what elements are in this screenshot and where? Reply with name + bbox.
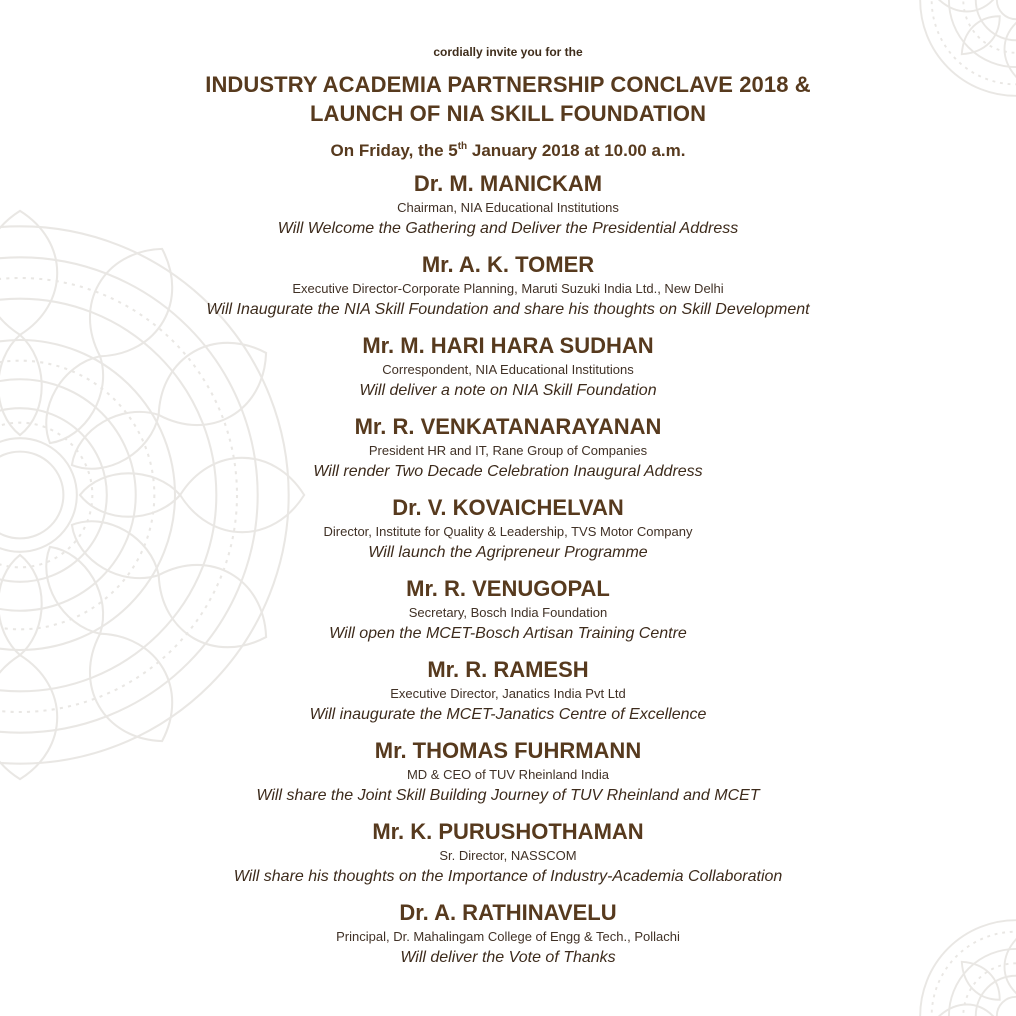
speaker-item — [0, 897, 1016, 978]
speaker-name: Dr. A. RATHINAVELU — [399, 900, 617, 925]
event-title — [0, 70, 1016, 128]
speaker-action: Will Inaugurate the NIA Skill Foundation and share his thoughts on Skill Development — [206, 301, 810, 318]
speaker-name: Mr. A. K. TOMER — [421, 252, 595, 277]
speaker-action: Will launch the Agripreneur Programme — [368, 544, 648, 561]
speaker-action: Will inaugurate the MCET-Janatics Centre of Excellence — [309, 706, 707, 723]
event-title-line-2: LAUNCH OF NIA SKILL FOUNDATION — [309, 101, 707, 126]
speaker-action: Will deliver the Vote of Thanks — [400, 949, 616, 966]
speaker-role: Correspondent, NIA Educational Institutions — [382, 362, 634, 377]
speaker-item — [0, 654, 1016, 735]
speaker-role: Secretary, Bosch India Foundation — [408, 605, 608, 620]
speaker-role: Director, Institute for Quality & Leadership, TVS Motor Company — [323, 524, 693, 539]
event-date — [0, 141, 1016, 161]
speaker-role: Sr. Director, NASSCOM — [439, 848, 577, 863]
speaker-item — [0, 492, 1016, 573]
speaker-name: Mr. M. HARI HARA SUDHAN — [362, 333, 654, 358]
speaker-item — [0, 411, 1016, 492]
speaker-item — [0, 249, 1016, 330]
speaker-role: Principal, Dr. Mahalingam College of Engg & Tech., Pollachi — [336, 929, 680, 944]
speaker-list — [0, 168, 1016, 978]
speaker-action: Will Welcome the Gathering and Deliver the Presidential Address — [277, 220, 739, 237]
event-date-rest: January 2018 at 10.00 a.m. — [467, 141, 686, 160]
speaker-action: Will deliver a note on NIA Skill Foundation — [359, 382, 657, 399]
speaker-item — [0, 330, 1016, 411]
event-title-line-1: INDUSTRY ACADEMIA PARTNERSHIP CONCLAVE 2018 & — [205, 72, 811, 97]
speaker-name: Mr. K. PURUSHOTHAMAN — [372, 819, 644, 844]
speaker-role: MD & CEO of TUV Rheinland India — [406, 767, 610, 782]
speaker-item — [0, 816, 1016, 897]
event-date-ordinal: th — [457, 141, 468, 152]
speaker-item — [0, 735, 1016, 816]
speaker-action: Will share his thoughts on the Importance of Industry-Academia Collaboration — [233, 868, 783, 885]
speaker-name: Mr. THOMAS FUHRMANN — [374, 738, 642, 763]
speaker-action: Will share the Joint Skill Building Journey of TUV Rheinland and MCET — [256, 787, 760, 804]
invitation-intro: cordially invite you for the — [433, 45, 583, 59]
speaker-name: Mr. R. VENUGOPAL — [406, 576, 610, 601]
speaker-name: Mr. R. VENKATANARAYANAN — [354, 414, 662, 439]
speaker-name: Mr. R. RAMESH — [427, 657, 589, 682]
speaker-name: Dr. V. KOVAICHELVAN — [392, 495, 624, 520]
event-date-prefix: On Friday, the 5 — [330, 141, 458, 160]
speaker-item — [0, 168, 1016, 249]
speaker-role: Executive Director, Janatics India Pvt Ltd — [390, 686, 626, 701]
speaker-role: Chairman, NIA Educational Institutions — [397, 200, 619, 215]
speaker-role: Executive Director-Corporate Planning, Maruti Suzuki India Ltd., New Delhi — [292, 281, 724, 296]
speaker-action: Will render Two Decade Celebration Inaugural Address — [313, 463, 703, 480]
speaker-name: Dr. M. MANICKAM — [413, 171, 603, 196]
speaker-role: President HR and IT, Rane Group of Companies — [368, 443, 648, 458]
speaker-action: Will open the MCET-Bosch Artisan Training Centre — [329, 625, 687, 642]
speaker-item — [0, 573, 1016, 654]
